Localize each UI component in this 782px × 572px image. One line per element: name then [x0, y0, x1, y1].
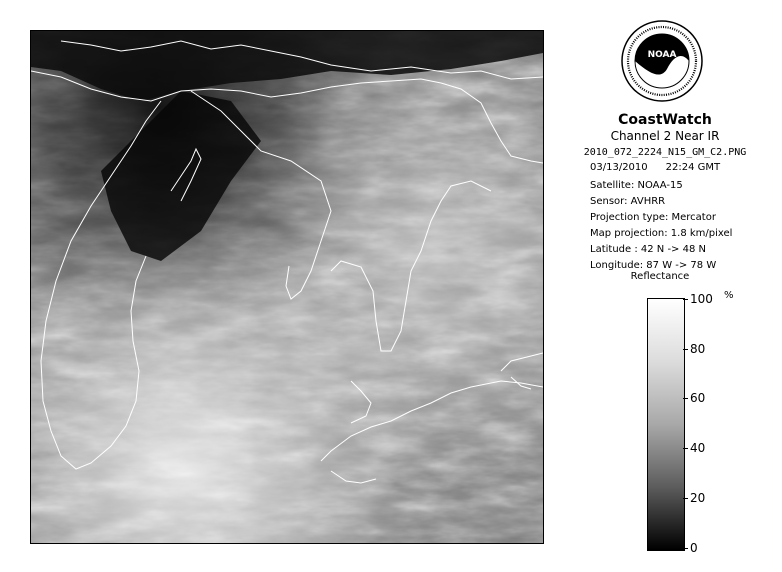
colorbar-tick-label: 20	[690, 491, 706, 505]
file-name: 2010_072_2224_N15_GM_C2.PNG	[583, 147, 747, 158]
bright-cloud-region-east	[31, 31, 543, 543]
map-projection-info: Map projection: 1.8 km/pixel	[590, 228, 733, 239]
colorbar-tick	[683, 349, 688, 350]
colorbar-unit: %	[724, 290, 734, 301]
colorbar-tick	[683, 548, 688, 549]
colorbar-tick	[683, 448, 688, 449]
satellite-info: Satellite: NOAA-15	[590, 180, 683, 191]
date-time	[590, 162, 720, 173]
colorbar-tick-label: 60	[690, 391, 706, 405]
colorbar-tick	[683, 299, 688, 300]
colorbar-tick-label: 40	[690, 441, 706, 455]
colorbar-title: Reflectance	[630, 271, 690, 282]
reflectance-colorbar	[647, 298, 685, 551]
longitude-info: Longitude: 87 W -> 78 W	[590, 260, 717, 271]
projection-info: Projection type: Mercator	[590, 212, 716, 223]
reflectance-map	[31, 31, 543, 543]
date-text: 03/13/2010	[590, 162, 648, 173]
noaa-logo	[621, 17, 703, 109]
channel-label: Channel 2 Near IR	[610, 129, 720, 143]
time-text: 22:24 GMT	[665, 162, 721, 173]
colorbar-tick-label: 0	[690, 541, 698, 555]
satellite-image	[30, 30, 544, 544]
colorbar-tick	[683, 498, 688, 499]
colorbar-tick	[683, 398, 688, 399]
colorbar-tick-label: 80	[690, 342, 706, 356]
latitude-info: Latitude : 42 N -> 48 N	[590, 244, 706, 255]
sensor-info: Sensor: AVHRR	[590, 196, 666, 207]
colorbar-tick-label: 100	[690, 292, 713, 306]
coastwatch-title: CoastWatch	[618, 112, 712, 128]
noaa-logo-wordmark: NOAA	[647, 50, 677, 60]
